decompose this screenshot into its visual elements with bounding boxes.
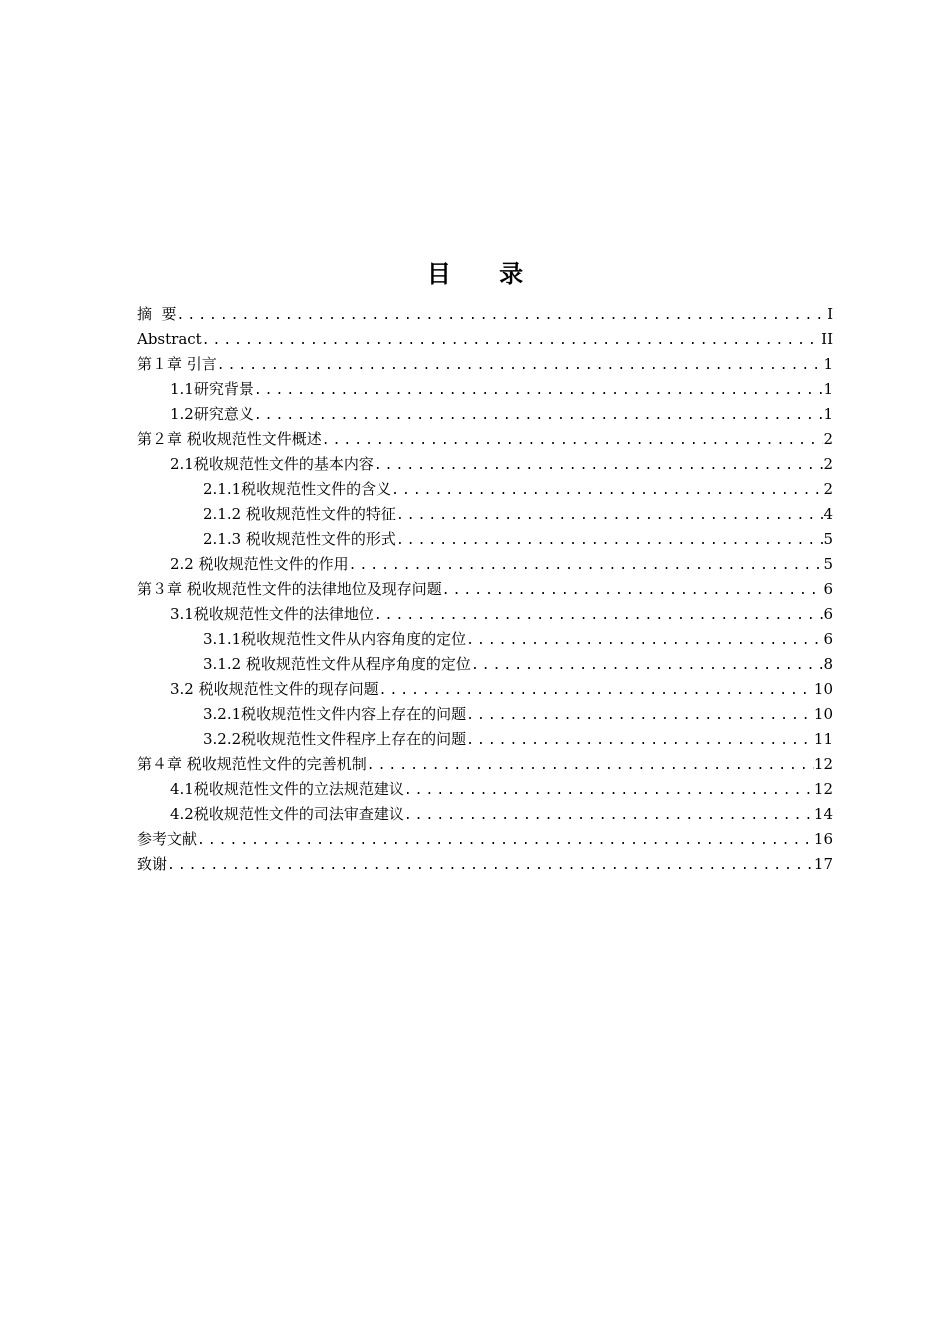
toc-entry-label: 3.1.1税收规范性文件从内容角度的定位 <box>203 630 467 648</box>
toc-entry-page: 6 <box>823 580 833 598</box>
toc-entry[interactable] <box>137 527 833 552</box>
toc-entry-page: 17 <box>813 855 833 873</box>
toc-entry-page: 6 <box>823 605 833 623</box>
toc-entry[interactable] <box>137 402 833 427</box>
toc-entry-page: 6 <box>823 630 833 648</box>
toc-entry-label: 4.1税收规范性文件的立法规范建议 <box>170 780 404 798</box>
toc-entry-label: 致谢 <box>137 855 168 873</box>
toc-dot-leader <box>466 628 823 652</box>
toc-entry-label: 2.1.1税收规范性文件的含义 <box>203 480 392 498</box>
toc-dot-leader <box>374 603 824 627</box>
toc-entry-page: 14 <box>813 805 833 823</box>
toc-entry-page: 1 <box>823 355 833 373</box>
toc-entry[interactable] <box>137 377 833 402</box>
toc-entry[interactable] <box>137 552 833 577</box>
toc-entry-page: 2 <box>823 430 833 448</box>
toc-entry-page: I <box>827 305 833 323</box>
toc-entry-page: 5 <box>823 555 833 573</box>
toc-entry[interactable] <box>137 777 833 802</box>
toc-dot-leader <box>466 728 814 752</box>
toc-title: 目 录 <box>426 259 544 288</box>
toc-dot-leader <box>197 828 814 852</box>
toc-entry[interactable] <box>137 352 833 377</box>
toc-entry-label: 3.2.1税收规范性文件内容上存在的问题 <box>203 705 467 723</box>
toc-entry-label: 3.2 税收规范性文件的现存问题 <box>170 680 379 698</box>
toc-entry-label: 3.2.2税收规范性文件程序上存在的问题 <box>203 730 467 748</box>
toc-entry-page: 1 <box>823 380 833 398</box>
toc-dot-leader <box>322 428 824 452</box>
toc-entry[interactable] <box>137 427 833 452</box>
toc-dot-leader <box>379 678 814 702</box>
toc-entry[interactable] <box>137 827 833 852</box>
toc-dot-leader <box>466 703 814 727</box>
toc-dot-leader <box>396 528 824 552</box>
toc-entry-page: 2 <box>823 480 833 498</box>
toc-entry-label: 摘 要 <box>137 305 177 323</box>
toc-entry[interactable] <box>137 752 833 777</box>
toc-entry[interactable] <box>137 852 833 877</box>
toc-entry-label: 1.1研究背景 <box>170 380 254 398</box>
toc-entry[interactable] <box>137 627 833 652</box>
toc-entry[interactable] <box>137 802 833 827</box>
toc-entry[interactable] <box>137 477 833 502</box>
table-of-contents <box>137 302 833 877</box>
toc-entry-page: 10 <box>813 705 833 723</box>
toc-entry-label: 2.2 税收规范性文件的作用 <box>170 555 349 573</box>
toc-entry[interactable] <box>137 452 833 477</box>
toc-entry-page: 12 <box>813 755 833 773</box>
toc-entry-label: 2.1.3 税收规范性文件的形式 <box>203 530 396 548</box>
toc-entry[interactable] <box>137 677 833 702</box>
toc-dot-leader <box>254 403 824 427</box>
toc-entry[interactable] <box>137 652 833 677</box>
toc-entry[interactable] <box>137 502 833 527</box>
toc-entry-label: 4.2税收规范性文件的司法审查建议 <box>170 805 404 823</box>
toc-entry-page: 1 <box>823 405 833 423</box>
toc-entry[interactable] <box>137 302 833 327</box>
toc-dot-leader <box>374 453 824 477</box>
toc-entry-page: 5 <box>823 530 833 548</box>
toc-entry-label: 3.1税收规范性文件的法律地位 <box>170 605 374 623</box>
toc-entry-label: 参考文献 <box>137 830 198 848</box>
toc-dot-leader <box>167 853 814 877</box>
toc-entry[interactable] <box>137 602 833 627</box>
toc-entry-page: 12 <box>813 780 833 798</box>
toc-entry-page: 8 <box>823 655 833 673</box>
toc-dot-leader <box>202 328 821 352</box>
toc-entry-page: 16 <box>813 830 833 848</box>
toc-dot-leader <box>391 478 823 502</box>
toc-dot-leader <box>367 753 814 777</box>
toc-dot-leader <box>177 303 828 327</box>
toc-entry-label: 第４章 税收规范性文件的完善机制 <box>137 755 367 773</box>
toc-entry[interactable] <box>137 327 833 352</box>
toc-entry[interactable] <box>137 702 833 727</box>
toc-dot-leader <box>442 578 824 602</box>
toc-entry-label: 2.1税收规范性文件的基本内容 <box>170 455 374 473</box>
toc-entry-page: 11 <box>813 730 833 748</box>
toc-entry-label: 第３章 税收规范性文件的法律地位及现存问题 <box>137 580 442 598</box>
toc-entry-label: 3.1.2 税收规范性文件从程序角度的定位 <box>203 655 471 673</box>
toc-entry-page: 2 <box>823 455 833 473</box>
toc-dot-leader <box>254 378 824 402</box>
toc-entry[interactable] <box>137 577 833 602</box>
toc-entry-label: 1.2研究意义 <box>170 405 254 423</box>
toc-entry[interactable] <box>137 727 833 752</box>
toc-dot-leader <box>349 553 824 577</box>
toc-dot-leader <box>404 803 814 827</box>
toc-entry-label: 2.1.2 税收规范性文件的特征 <box>203 505 396 523</box>
toc-dot-leader <box>396 503 824 527</box>
toc-dot-leader <box>217 353 824 377</box>
toc-entry-label: 第１章 引言 <box>137 355 217 373</box>
toc-entry-label: Abstract <box>137 330 202 348</box>
toc-entry-page: II <box>821 330 833 348</box>
toc-entry-page: 10 <box>813 680 833 698</box>
toc-entry-label: 第２章 税收规范性文件概述 <box>137 430 322 448</box>
toc-entry-page: 4 <box>823 505 833 523</box>
toc-dot-leader <box>471 653 824 677</box>
toc-dot-leader <box>404 778 814 802</box>
